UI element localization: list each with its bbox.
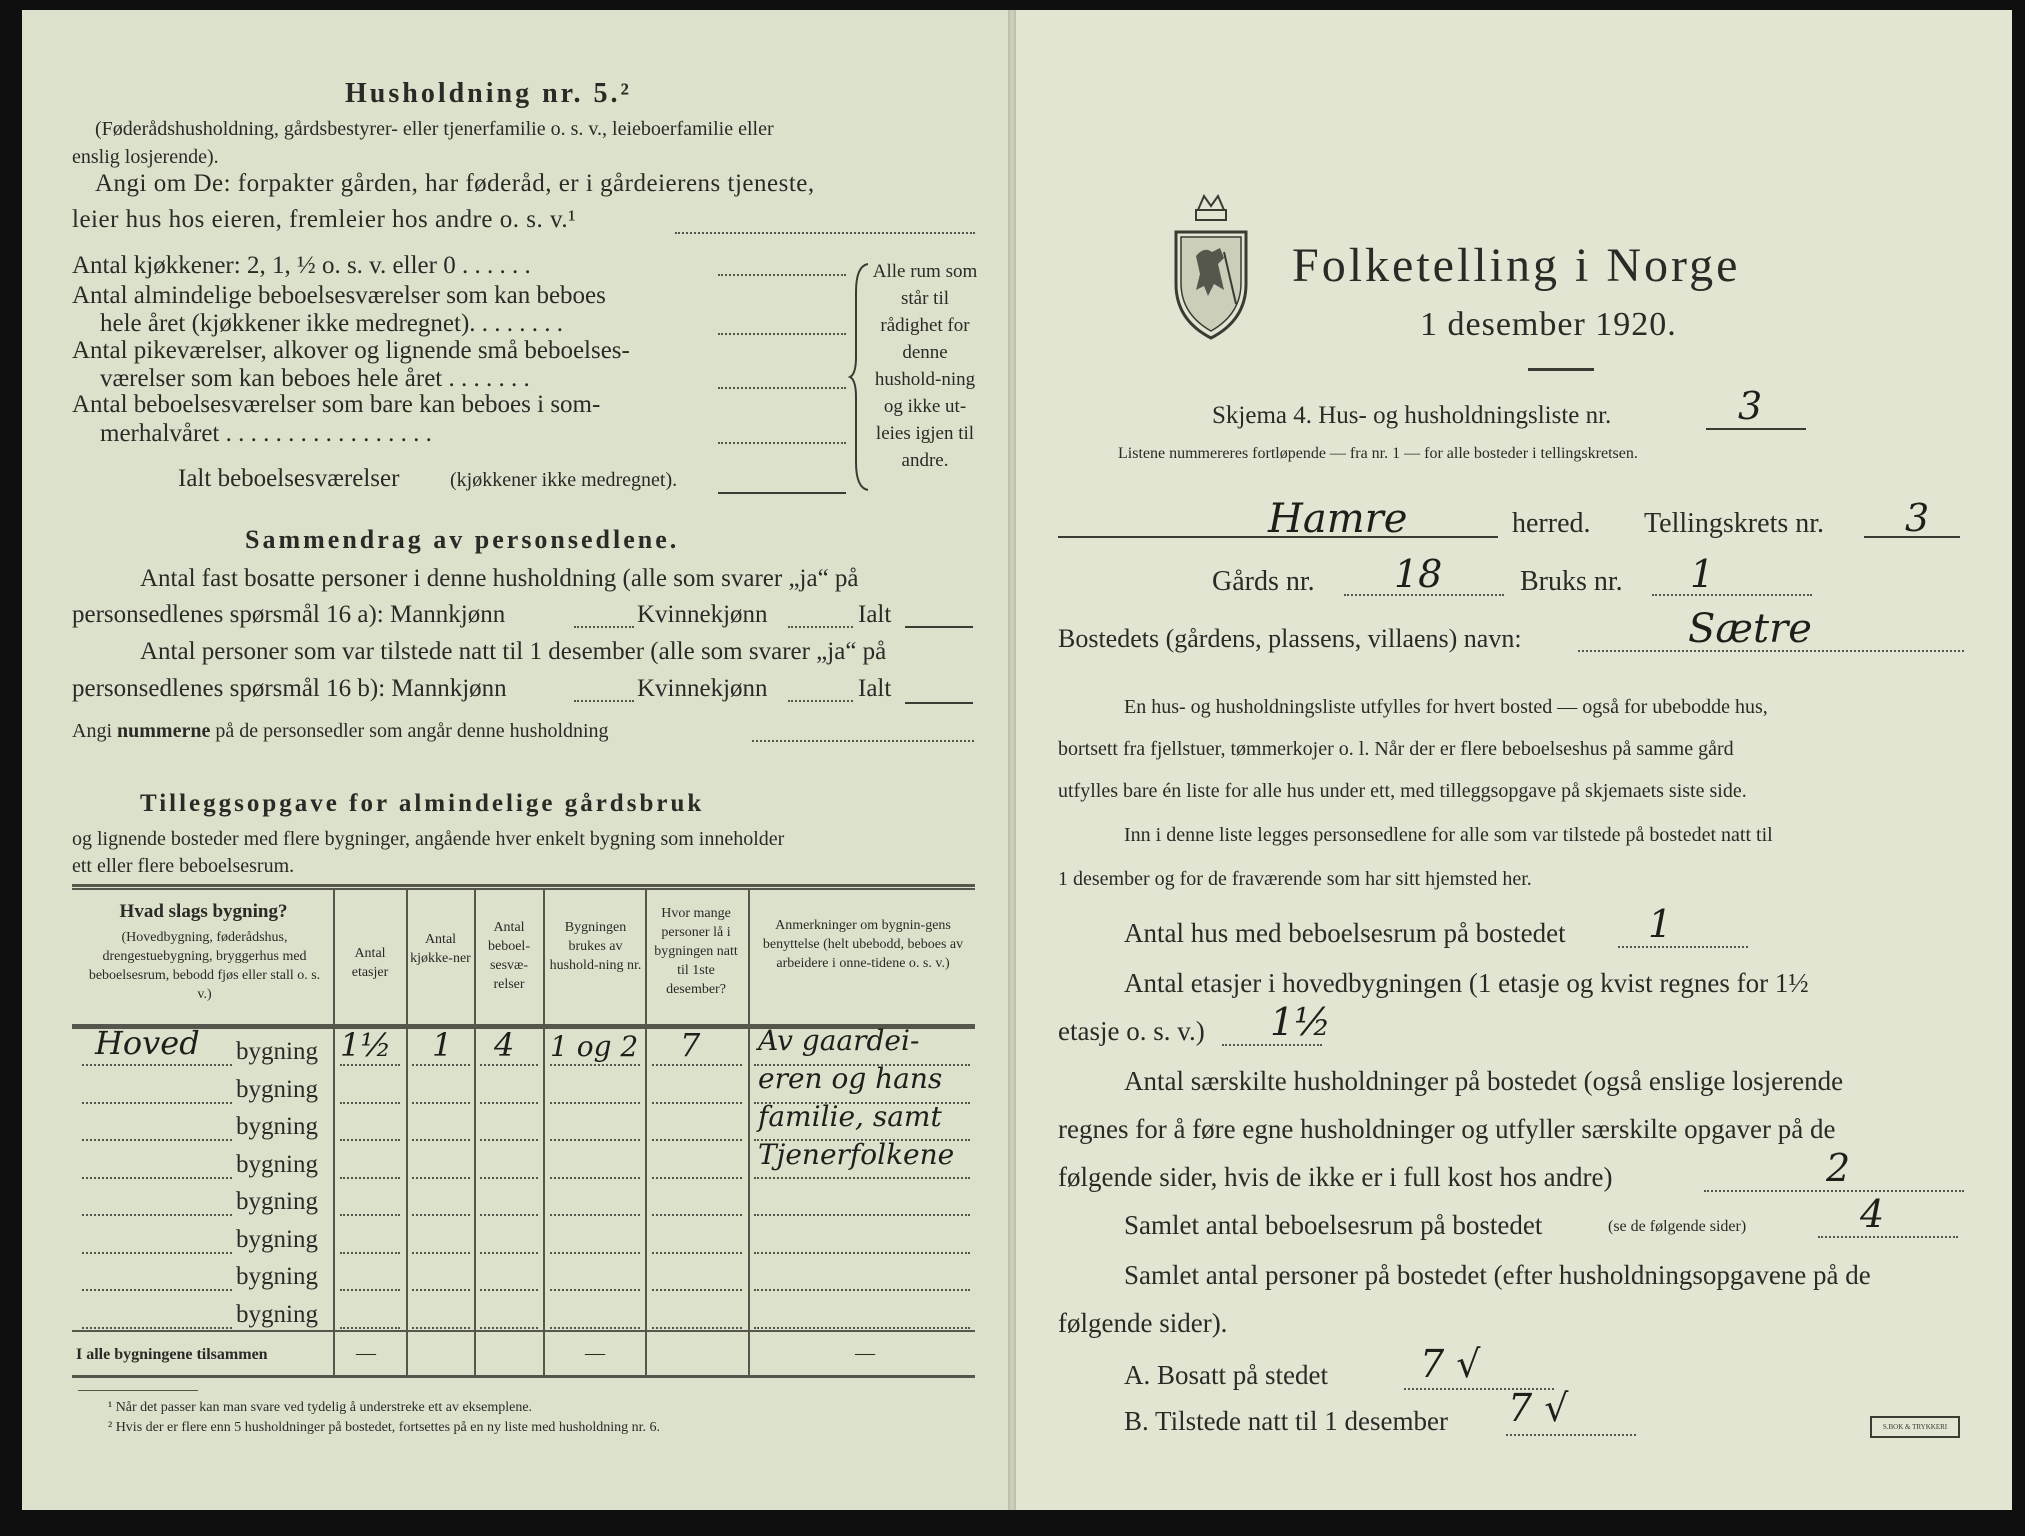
hush-line-3: følgende sider, hvis de ikke er i full kost hos andre)	[1058, 1162, 1613, 1192]
row1-husholdning: 1 og 2	[550, 1030, 639, 1063]
col-building-title: Hvad slags bygning?	[119, 901, 288, 922]
summary-title: Sammendrag av personsedlene.	[245, 525, 680, 554]
footnote-2: ² Hvis der er flere enn 5 husholdninger på bostedet, fortsettes på en ny liste med husholdning nr. 6.	[108, 1420, 661, 1435]
bygning-label: bygning	[236, 1075, 318, 1103]
hush-line-2: regnes for å føre egne husholdninger og utfyller særskilte opgaver på de	[1058, 1114, 1836, 1144]
col-kjokkener: Antal kjøkke-ner	[410, 932, 471, 966]
angi-line-2: leier hus hos eieren, fremleier hos andre o. s. v.¹	[72, 206, 577, 233]
summary-line-1: Antal fast bosatte personer i denne husholdning (alle som svarer „ja“ på	[140, 565, 859, 592]
row1-type: Hoved	[95, 1024, 200, 1062]
bruks-label: Bruks nr.	[1520, 566, 1623, 597]
document-title: Folketelling i Norge	[1292, 239, 1741, 292]
col-etasjer: Antal etasjer	[351, 946, 389, 980]
kvinnekjonn-2: Kvinnekjønn	[637, 675, 768, 702]
page-fold	[1008, 10, 1016, 1510]
gards-label: Gårds nr.	[1212, 566, 1315, 597]
skjema-label: Skjema 4. Hus- og husholdningsliste nr.	[1212, 402, 1612, 429]
summary-line-4: personsedlenes spørsmål 16 b): Mannkjønn	[72, 675, 507, 702]
col-vaerelser: Antal beboel-sesvæ-relser	[488, 920, 530, 992]
col-personer: Hvor mange personer lå i bygningen natt til 1ste desember?	[654, 906, 738, 997]
total-husholdning: —	[585, 1342, 605, 1364]
total-anmerkninger: —	[855, 1342, 875, 1364]
summary-line-2: personsedlenes spørsmål 16 a): Mannkjønn	[72, 601, 506, 628]
col-anmerkninger: Anmerkninger om bygnin-gens benyttelse (helt ubebodd, beboes av arbeidere i onne-tidene o. s. v.)	[762, 918, 964, 971]
antal-hus-label: Antal hus med beboelsesrum på bostedet	[1124, 918, 1566, 948]
household-title: Husholdning nr. 5.²	[345, 78, 632, 109]
tilstede-value: 7 √	[1508, 1386, 1569, 1430]
bygning-label: bygning	[236, 1150, 318, 1178]
samlet-rum-label: Samlet antal beboelsesrum på bostedet	[1124, 1210, 1543, 1240]
total-etasjer: —	[356, 1342, 376, 1364]
herred-label: herred.	[1512, 508, 1591, 539]
remark-line-2: eren og hans	[758, 1062, 943, 1095]
document-date: 1 desember 1920.	[1420, 306, 1677, 343]
info2-line-2: 1 desember og for de fraværende som har sitt hjemsted her.	[1058, 868, 1532, 890]
rooms-small: Antal pikeværelser, alkover og lignende små beboelses-	[72, 337, 630, 364]
remark-line-4: Tjenerfolkene	[758, 1138, 955, 1171]
samlet-pers-line-2: følgende sider).	[1058, 1308, 1228, 1338]
ialt-rooms: Ialt beboelsesværelser	[178, 465, 400, 492]
rooms-summer: Antal beboelsesværelser som bare kan beboes i som-	[72, 391, 601, 418]
rooms-ordinary-2: hele året (kjøkkener ikke medregnet). . . . . . . .	[100, 310, 564, 337]
bosatt-value: 7 √	[1420, 1342, 1481, 1386]
total-label: I alle bygningene tilsammen	[76, 1346, 268, 1363]
tilstede-label: B. Tilstede natt til 1 desember	[1124, 1406, 1448, 1436]
remark-line-1: Av gaardei-	[758, 1024, 920, 1057]
ialt-rooms-note: (kjøkkener ikke medregnet).	[450, 469, 678, 491]
footnote-1: ¹ Når det passer kan man svare ved tydelig å understreke ett av eksemplene.	[108, 1400, 533, 1415]
left-page	[22, 10, 1012, 1510]
angi-line-1: Angi om De: forpakter gården, har føderåd, er i gårdeierens tjeneste,	[95, 170, 815, 197]
tillegg-line-2: ett eller flere beboelsesrum.	[72, 855, 295, 877]
ialt-1: Ialt	[858, 601, 892, 628]
antal-hus-value: 1	[1648, 902, 1673, 946]
printer-stamp: S.BOK & TRYKKERI	[1870, 1416, 1960, 1438]
coat-of-arms-icon	[1168, 192, 1254, 342]
row1-vaerelser: 4	[494, 1026, 515, 1064]
samlet-rum-value: 4	[1860, 1192, 1885, 1236]
bygning-label: bygning	[236, 1038, 318, 1065]
intro-line-2: enslig losjerende).	[72, 146, 219, 168]
info1-line-1: En hus- og husholdningsliste utfylles for hvert bosted — også for ubebodde hus,	[1124, 696, 1768, 718]
row1-kjokkener: 1	[432, 1026, 453, 1064]
samlet-rum-note: (se de følgende sider)	[1608, 1218, 1747, 1235]
info2-line-1: Inn i denne liste legges personsedlene for alle som var tilstede på bostedet natt til	[1124, 824, 1773, 846]
col-building-desc: (Hovedbygning, føderådshus, drengestuebygning, bryggerhus med beboelsesrum, bebodd fjøs eller stall o. s. v.)	[88, 930, 321, 1002]
etasjer-line-1: Antal etasjer i hovedbygningen (1 etasje og kvist regnes for 1½	[1124, 968, 1809, 998]
listene-note: Listene nummereres fortløpende — fra nr. 1 — for alle bosteder i tellingskretsen.	[1118, 445, 1638, 462]
col-husholdning: Bygningen brukes av hushold-ning nr.	[549, 920, 642, 973]
samlet-pers-line-1: Samlet antal personer på bostedet (efter husholdningsopgavene på de	[1124, 1260, 1871, 1290]
kvinnekjonn-1: Kvinnekjønn	[637, 601, 768, 628]
summary-line-3: Antal personer som var tilstede natt til 1 desember (alle som svarer „ja“ på	[140, 638, 887, 665]
hush-line-1: Antal særskilte husholdninger på bostedet (også enslige losjerende	[1124, 1066, 1844, 1096]
info1-line-2: bortsett fra fjellstuer, tømmerkojer o. l. Når der er flere beboelseshus på samme gård	[1058, 738, 1734, 760]
bygning-label: bygning	[236, 1263, 318, 1290]
row1-etasjer: 1½	[340, 1026, 392, 1064]
tellingskrets-label: Tellingskrets nr.	[1644, 508, 1825, 539]
herred-value: Hamre	[1268, 496, 1408, 542]
tillegg-title: Tilleggsopgave for almindelige gårdsbruk	[140, 790, 705, 817]
bosatt-label: A. Bosatt på stedet	[1124, 1360, 1328, 1390]
bygning-label: bygning	[236, 1300, 318, 1328]
rooms-kitchens: Antal kjøkkener: 2, 1, ½ o. s. v. eller 0 . . . . . .	[72, 252, 531, 279]
intro-line-1: (Føderådshusholdning, gårdsbestyrer- eller tjenerfamilie o. s. v., leieboerfamilie eller	[95, 118, 774, 140]
bygning-label: bygning	[236, 1113, 318, 1140]
bygning-label: bygning	[236, 1225, 318, 1253]
rooms-side-note: Alle rum som står til rådighet for denne hushold-ning og ikke ut-leies igjen til andre.	[872, 261, 978, 471]
etasjer-value: 1½	[1270, 1000, 1332, 1044]
tellingskrets-value: 3	[1905, 496, 1930, 540]
bosted-label: Bostedets (gårdens, plassens, villaens) navn:	[1058, 624, 1522, 653]
tillegg-line-1: og lignende bosteder med flere bygninger, angående hver enkelt bygning som inneholder	[72, 828, 785, 850]
rooms-summer-2: merhalvåret . . . . . . . . . . . . . . . . .	[100, 420, 432, 447]
rooms-small-2: værelser som kan beboes hele året . . . . . . .	[100, 365, 530, 392]
gards-value: 18	[1394, 552, 1443, 596]
bygning-label: bygning	[236, 1188, 318, 1215]
skjema-number: 3	[1738, 384, 1763, 428]
hush-value: 2	[1826, 1146, 1851, 1190]
angi-numbers-label: Angi nummerne på de personsedler som angår denne husholdning	[72, 720, 609, 742]
etasjer-line-2: etasje o. s. v.)	[1058, 1016, 1205, 1046]
info1-line-3: utfylles bare én liste for alle hus under ett, med tilleggsopgave på skjemaets siste side.	[1058, 780, 1747, 802]
bruks-value: 1	[1690, 552, 1715, 596]
row1-personer: 7	[680, 1026, 701, 1064]
bosted-value: Sætre	[1688, 606, 1812, 652]
rooms-ordinary: Antal almindelige beboelsesværelser som kan beboes	[72, 282, 606, 309]
remark-line-3: familie, samt	[758, 1100, 942, 1133]
ialt-2: Ialt	[858, 675, 892, 702]
